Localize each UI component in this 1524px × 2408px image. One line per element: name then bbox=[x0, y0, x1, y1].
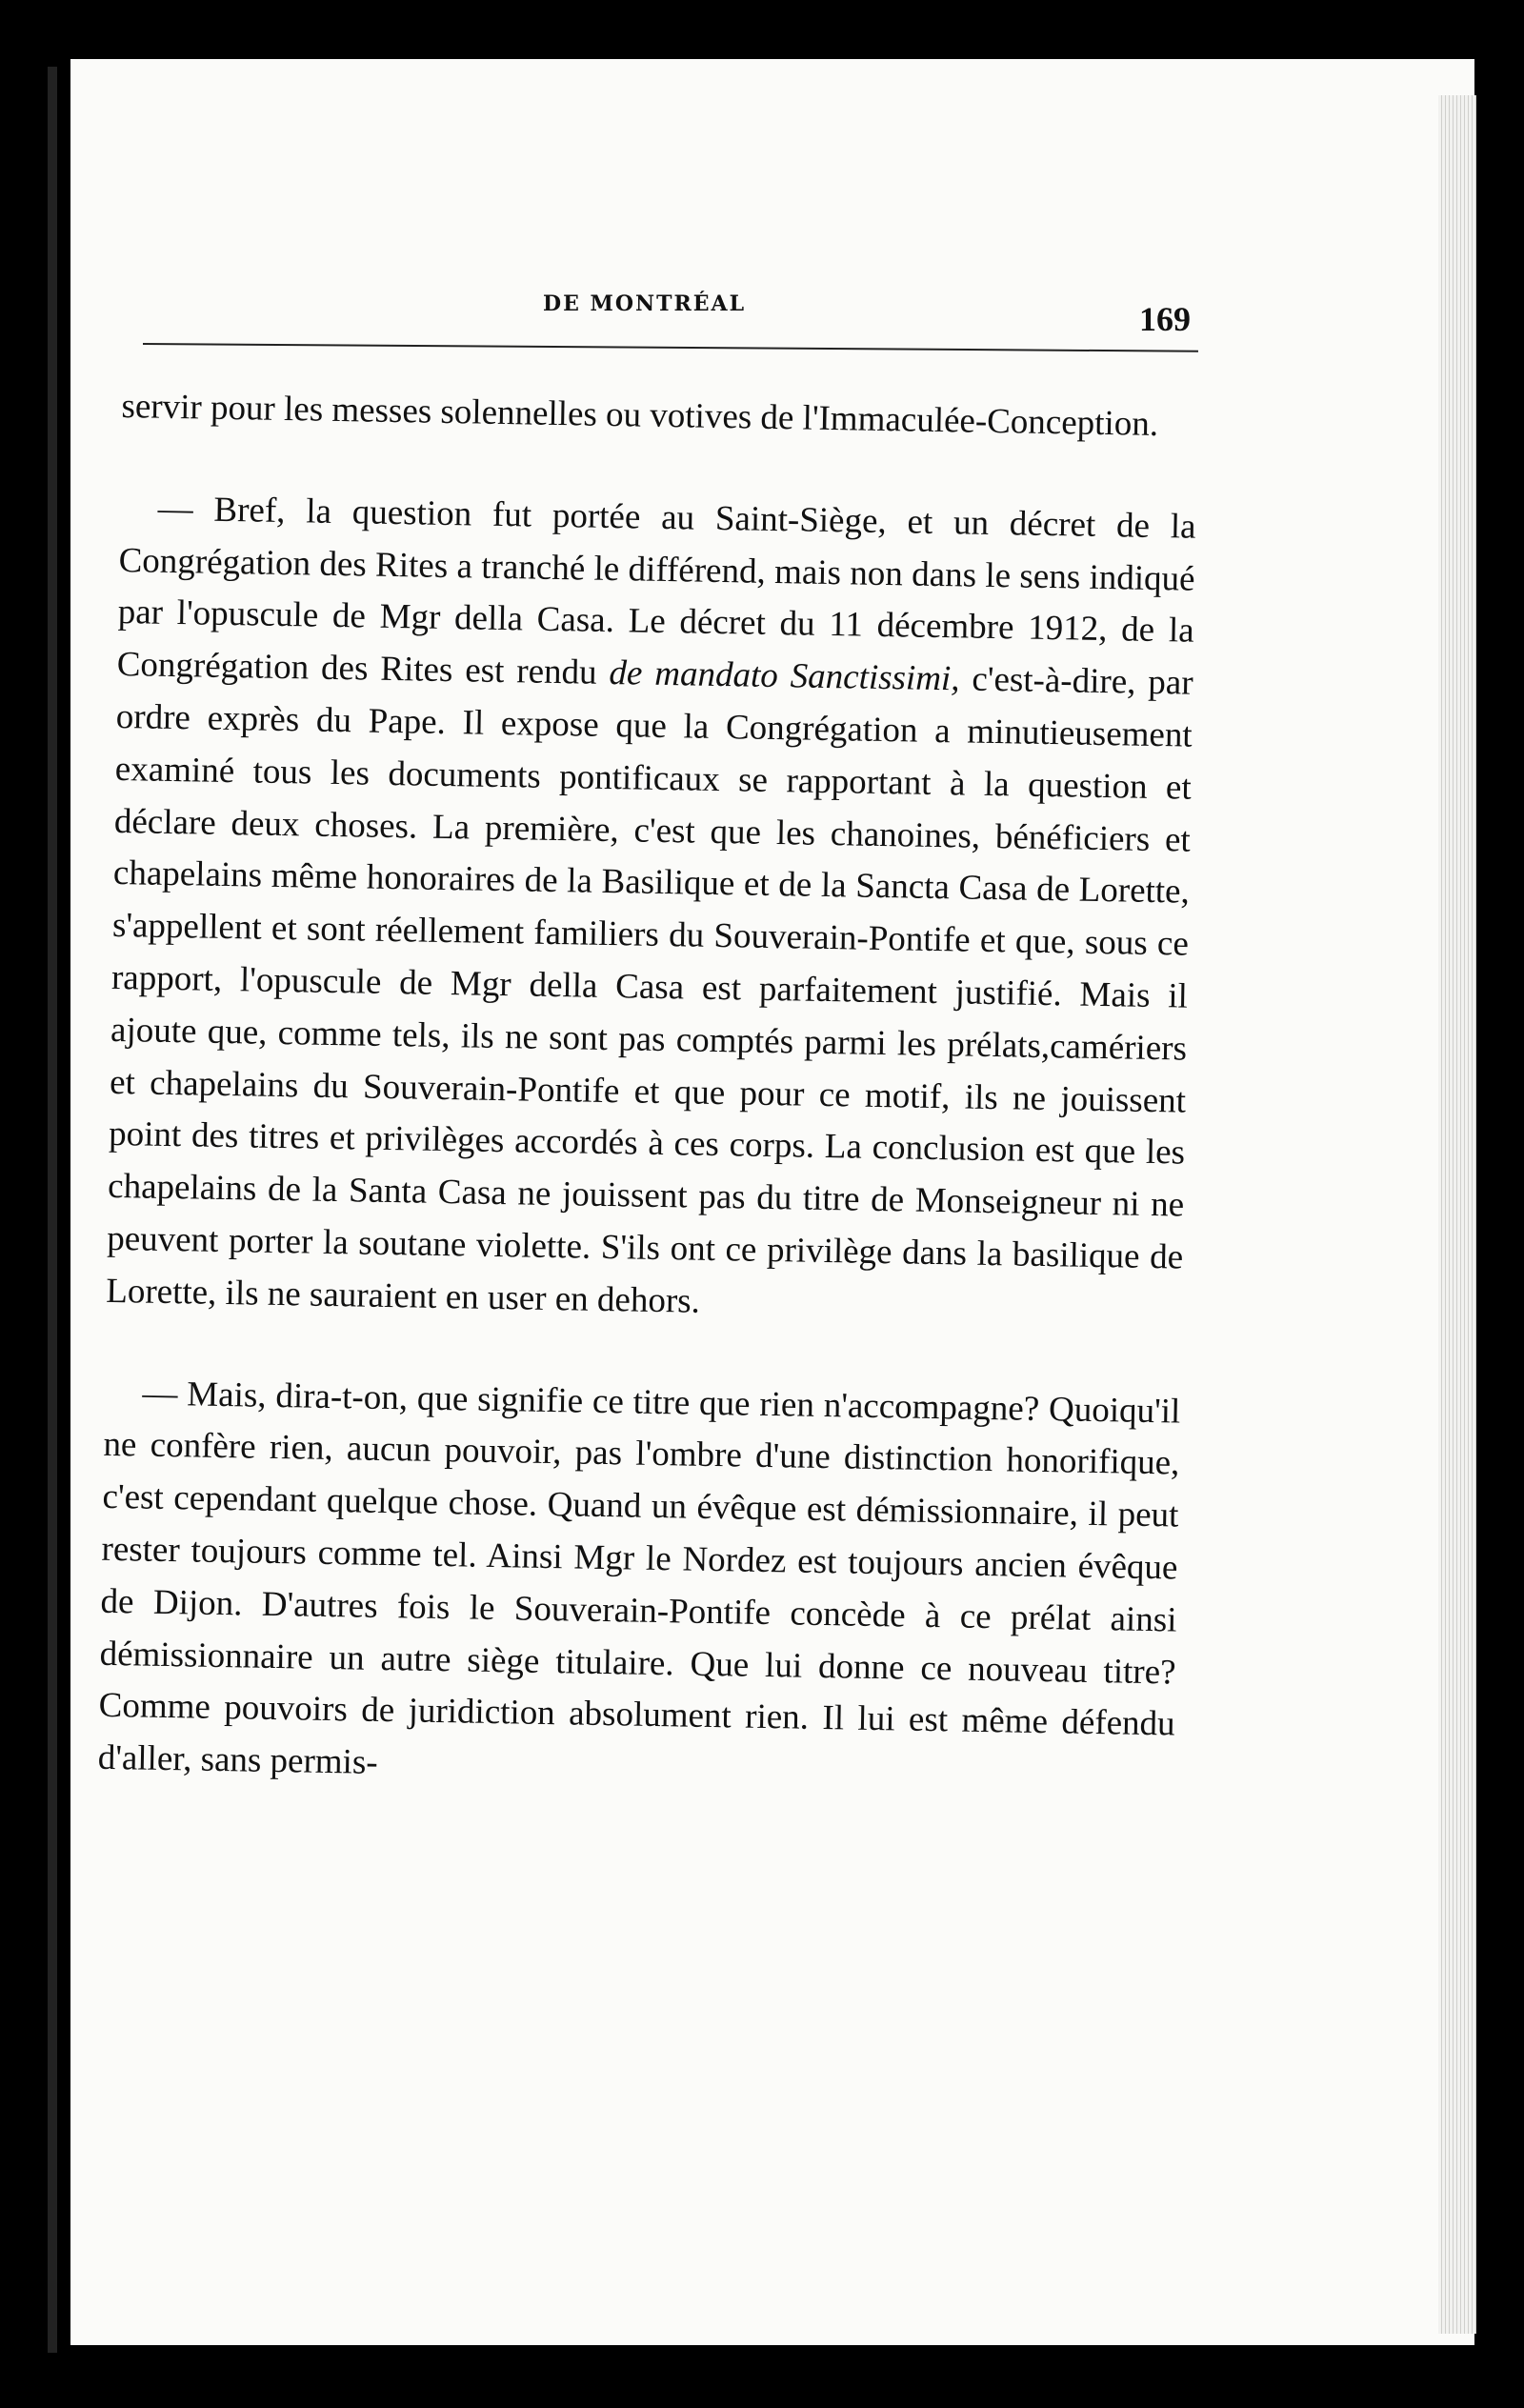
paragraph-3: — Mais, dira-t-on, que signifie ce titre que rien n'accompagne? Quoiqu'il ne confère rien, aucun pouvoir, pas l'ombre d'une distinction honorifique, c'est cependant quelque chose. Quand un évêque est démissionnaire, il peut rester toujours comme tel. Ainsi Mgr le Nordez est toujours ancien évêque de Dijon. D'autres fois le Souverain-Pontife concède à ce prélat ainsi démissionnaire un autre siège titulaire. Que lui donne ce nouveau titre? Comme pouvoirs de juridiction absolument rien. Il lui est même défendu d'aller, sans permis- bbox=[97, 1374, 1181, 1783]
page-gutter-shadow bbox=[48, 67, 57, 2353]
scan-border-right bbox=[1474, 0, 1524, 2408]
paragraph-2-text-b: c'est-à-dire, par ordre exprès du Pape. Il expose que la Congrégation a minutieusement examiné tous les documents pontificaux se rapportant à la question et déclare deux choses. La première, c'est que les chanoines, bénéficiers et chapelains même honoraires de la Basilique et de la Sancta Casa de Lorette, s'appellent et sont réellement familiers du Souverain-Pontife et que, sous ce rapport, l'opuscule de Mgr della Casa est parfaitement justifié. Mais il ajoute que, comme tels, ils ne sont pas comptés parmi les prélats,camériers et chapelains du Souverain-Pontife et que pour ce motif, ils ne jouissent point des titres et privilèges accordés à ces corps. La conclusion est que les chapelains de la Santa Casa ne jouissent pas du titre de Monseigneur ni ne peuvent porter la soutane violette. S'ils ont ce privilège dans la basilique de Lorette, ils ne sauraient en user en dehors. bbox=[105, 659, 1193, 1321]
paragraph-2-latin-phrase: de mandato Sanctissimi, bbox=[609, 653, 960, 699]
paragraph-2-text-a: — Bref, la question fut portée au Saint-Siège, et un décret de la Congrégation des Rites a tranché le différend, mais non dans le sens indiqué par l'opuscule de Mgr della Casa. Le décret du 11 décembre 1912, de la Congrégation des Rites est rendu bbox=[116, 489, 1196, 693]
paragraph-2 bbox=[106, 483, 1196, 1336]
paragraph-1: servir pour les messes solennelles ou votives de l'Immaculée-Conception. bbox=[121, 386, 1159, 444]
scan-border-bottom bbox=[0, 2345, 1524, 2408]
scan-border-left bbox=[0, 0, 70, 2408]
page-header bbox=[143, 282, 1200, 339]
page-body-text bbox=[97, 381, 1198, 1803]
page-edges bbox=[1438, 95, 1476, 2334]
running-head: DE MONTRÉAL bbox=[543, 291, 747, 316]
page-number: 169 bbox=[1139, 300, 1191, 338]
scan-border-top bbox=[0, 0, 1524, 59]
